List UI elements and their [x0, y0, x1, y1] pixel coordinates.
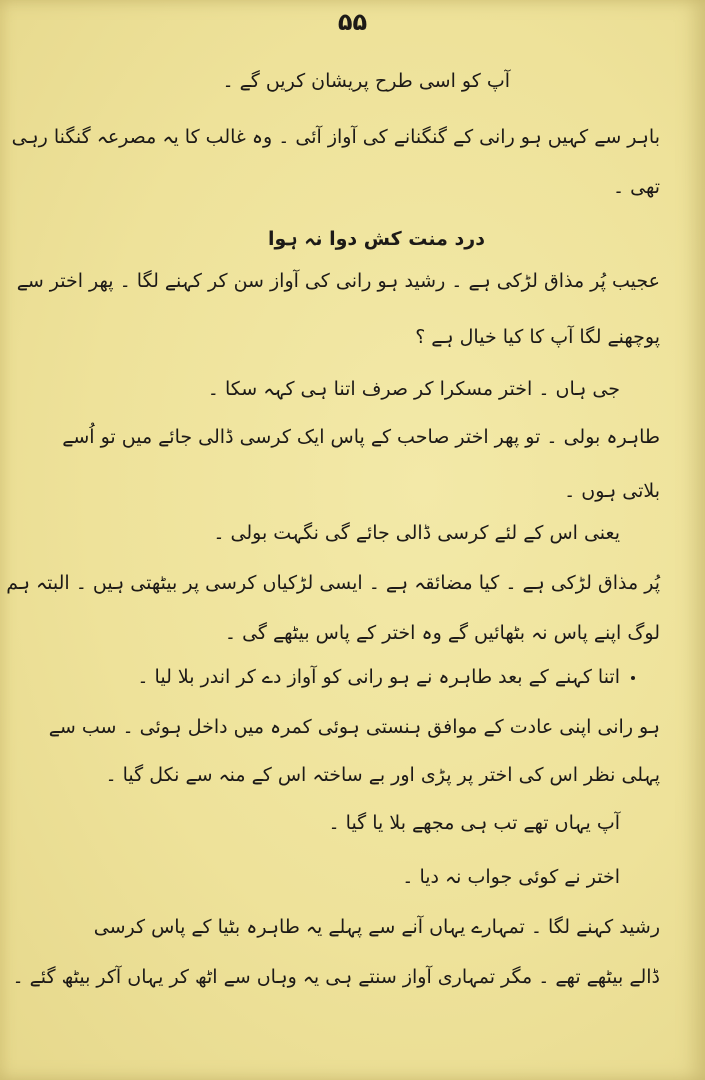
verse-heading: درد منت کش دوا نہ ہوا [268, 228, 485, 250]
text-line: ڈالے بیٹھے تھے ۔ مگر تمہاری آواز سنتے ہی یہ وہاں سے اٹھ کر یہاں آکر بیٹھ گئے ۔ [12, 966, 660, 988]
text-line: آپ کو اسی طرح پریشان کریں گے ۔ [222, 70, 510, 92]
text-line: اتنا کہنے کے بعد طاہرہ نے ہو رانی کو آواز دے کر اندر بلا لیا ۔ [137, 666, 620, 688]
text-line: یعنی اس کے لئے کرسی ڈالی جائے گی نگہت بولی ۔ [213, 522, 620, 544]
text-line: باہر سے کہیں ہو رانی کے گنگنانے کی آواز آئی ۔ وہ غالب کا یہ مصرعہ گنگنا رہی [11, 126, 660, 148]
text-line: ہو رانی اپنی عادت کے موافق ہنستی ہوئی کمرہ میں داخل ہوئی ۔ سب سے [48, 716, 660, 738]
text-line: آپ یہاں تھے تب ہی مجھے بلا یا گیا ۔ [328, 812, 620, 834]
text-line: تھی ۔ [612, 176, 660, 198]
text-line: پہلی نظر اس کی اختر پر پڑی اور بے ساختہ اس کے منہ سے نکل گیا ۔ [105, 764, 660, 786]
text-line: عجیب پُر مذاق لڑکی ہے ۔ رشید ہو رانی کی آواز سن کر کہنے لگا ۔ پھر اختر سے [16, 270, 660, 292]
text-line: جی ہاں ۔ اختر مسکرا کر صرف اتنا ہی کہہ سکا ۔ [207, 378, 620, 400]
text-line: لوگ اپنے پاس نہ بٹھائیں گے وہ اختر کے پاس بیٹھے گی ۔ [224, 622, 660, 644]
margin-dot [631, 676, 635, 680]
page-number: ۵۵ [337, 8, 368, 36]
text-line: طاہرہ بولی ۔ تو پھر اختر صاحب کے پاس ایک کرسی ڈالی جائے میں تو اُسے [62, 426, 660, 448]
text-line: رشید کہنے لگا ۔ تمہارے یہاں آنے سے پہلے یہ طاہرہ بٹیا کے پاس کرسی [93, 916, 660, 938]
text-line: بلاتی ہوں ۔ [564, 480, 660, 502]
text-line: اختر نے کوئی جواب نہ دیا ۔ [402, 866, 620, 888]
text-line: پُر مذاق لڑکی ہے ۔ کیا مضائقہ ہے ۔ ایسی لڑکیاں کرسی پر بیٹھتی ہیں ۔ البتہ ہم [6, 572, 660, 594]
text-line: پوچھنے لگا آپ کا کیا خیال ہے ؟ [415, 326, 660, 348]
